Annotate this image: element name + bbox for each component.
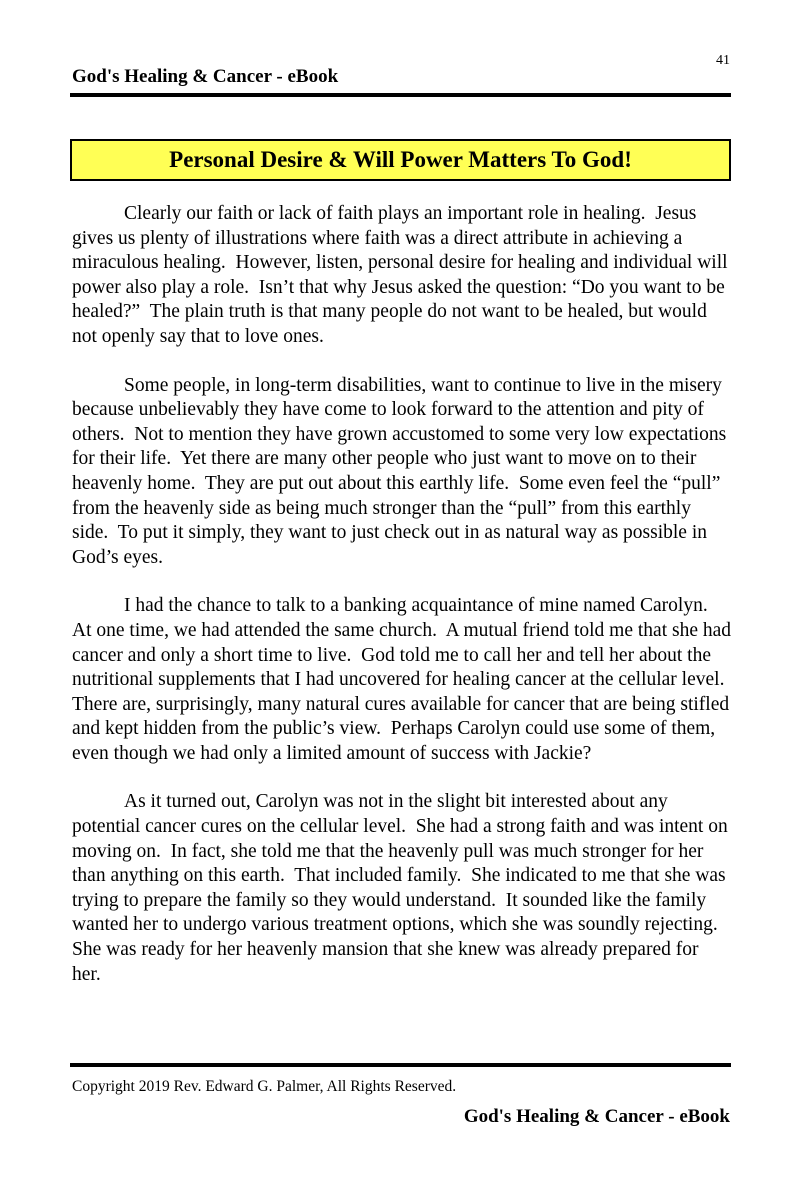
copyright-text: Copyright 2019 Rev. Edward G. Palmer, All Rights Reserved.: [72, 1078, 457, 1095]
header-title: God's Healing & Cancer - eBook: [72, 66, 339, 87]
footer-book-title: God's Healing & Cancer - eBook: [463, 1106, 730, 1127]
section-title: Personal Desire & Will Power Matters To God!: [169, 147, 632, 172]
header-divider: [70, 93, 731, 97]
paragraph: Some people, in long-term disabilities, want to continue to live in the misery because unbelievably they have come to look forward to the attention and pity of others. Not to mention they have grown accustomed to some very low expectations for their life. Yet there are many other people who just want to move on to their heavenly home. They are put out about this earthly life. Some even feel the “pull” from the heavenly side as being much stronger than the “pull” from this earthly side. To put it simply, they want to just check out in as natural way as possible in God’s eyes.: [72, 374, 732, 568]
page-number: 41: [716, 53, 730, 68]
paragraph: Clearly our faith or lack of faith plays an important role in healing. Jesus gives us plenty of illustrations where faith was a direct attribute in achieving a miraculous healing. However, listen, personal desire for healing and individual will power also play a role. Isn’t that why Jesus asked the question: “Do you want to be healed?” The plain truth is that many people do not want to be healed, but would not openly say that to love ones.: [72, 203, 733, 347]
footer-divider: [70, 1063, 731, 1067]
section-title-box: [70, 139, 731, 181]
paragraph: As it turned out, Carolyn was not in the slight bit interested about any potential cancer cures on the cellular level. She had a strong faith and was intent on moving on. In fact, she told me that the heavenly pull was much stronger for her than anything on this earth. That included family. She indicated to me that she was trying to prepare the family so they would understand. It sounded like the family wanted her to undergo various treatment options, which she was soundly rejecting. She was ready for her heavenly mansion that she knew was already prepared for her.: [72, 791, 733, 985]
body-text: [72, 202, 736, 1011]
paragraph: I had the chance to talk to a banking acquaintance of mine named Carolyn. At one time, we had attended the same church. A mutual friend told me that she had cancer and only a short time to live. God told me to call her and tell her about the nutritional supplements that I had uncovered for healing cancer at the cellular level. There are, surprisingly, many natural cures available for cancer that are being stifled and kept hidden from the public’s view. Perhaps Carolyn could use some of them, even though we had only a limited amount of success with Jackie?: [72, 595, 736, 764]
